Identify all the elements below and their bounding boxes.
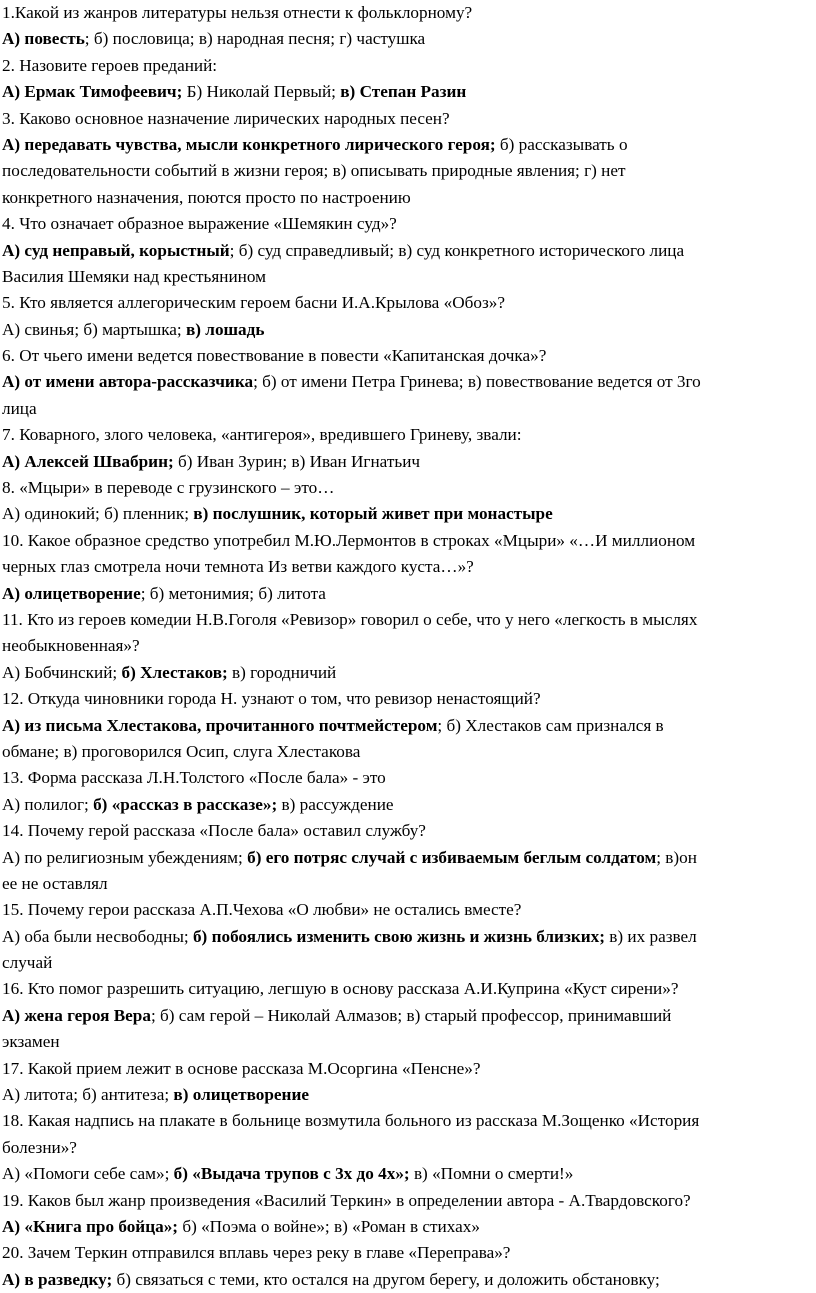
text-line — [2, 238, 810, 264]
text-segment: 16. Кто помог разрешить ситуацию, легшую в основу рассказа А.И.Куприна «Куст сирени»? — [2, 979, 679, 999]
text-line — [2, 1214, 810, 1240]
text-segment: А) Бобчинский; — [2, 662, 122, 682]
text-segment: 14. Почему герой рассказа «После бала» оставил службу? — [2, 821, 426, 841]
text-line — [2, 343, 810, 369]
text-segment: Б) Николай Первый; — [182, 82, 341, 102]
text-line — [2, 53, 810, 79]
text-line — [2, 158, 810, 184]
text-segment: болезни»? — [2, 1137, 77, 1157]
text-segment: 8. «Мцыри» в переводе с грузинского – это… — [2, 478, 335, 498]
text-line — [2, 501, 810, 527]
text-line — [2, 290, 810, 316]
text-line — [2, 765, 810, 791]
text-segment: 12. Откуда чиновники города Н. узнают о том, что ревизор ненастоящий? — [2, 689, 541, 709]
text-segment: 1.Какой из жанров литературы нельзя отнести к фольклорному? — [2, 3, 473, 22]
text-segment: б) связаться с теми, кто остался на другом берегу, и доложить обстановку; — [112, 1269, 660, 1289]
text-line — [2, 396, 810, 422]
text-segment: в) «Помни о смерти!» — [409, 1164, 574, 1184]
text-segment: ; б) сам герой – Николай Алмазов; в) старый профессор, принимавший — [150, 1005, 672, 1025]
text-segment: 7. Коварного, злого человека, «антигероя», вредившего Гриневу, звали: — [2, 425, 522, 445]
answer-text-bold: А) повесть — [2, 29, 85, 49]
text-line — [2, 264, 810, 290]
text-line — [2, 1003, 810, 1029]
text-segment: 18. Какая надпись на плакате в больнице возмутила больного из рассказа М.Зощенко «История — [2, 1111, 700, 1131]
text-segment: лица — [2, 398, 37, 418]
text-line — [2, 845, 810, 871]
text-line — [2, 475, 810, 501]
text-line — [2, 185, 810, 211]
text-segment: необыкновенная»? — [2, 636, 140, 656]
text-segment: обмане; в) проговорился Осип, слуга Хлестакова — [2, 741, 361, 761]
answer-text-bold: А) из письма Хлестакова, прочитанного почтмейстером — [2, 715, 438, 735]
text-line — [2, 79, 810, 105]
text-line — [2, 633, 810, 659]
answer-text-bold: б) «Выдача трупов с 3х до 4х»; — [173, 1164, 410, 1184]
text-segment: в) рассуждение — [277, 794, 394, 814]
answer-text-bold: А) суд неправый, корыстный — [2, 240, 230, 260]
text-line — [2, 818, 810, 844]
text-line — [2, 449, 810, 475]
text-line — [2, 1161, 810, 1187]
text-segment: случай — [2, 953, 53, 973]
text-line — [2, 1082, 810, 1108]
text-line — [2, 739, 810, 765]
text-segment: 3. Каково основное назначение лирических народных песен? — [2, 108, 450, 128]
text-line — [2, 581, 810, 607]
text-line — [2, 132, 810, 158]
text-segment: ; б) метонимия; б) литота — [140, 583, 326, 603]
text-segment: ; б) суд справедливый; в) суд конкретного исторического лица — [229, 240, 685, 260]
text-line — [2, 106, 810, 132]
answer-text-bold: А) в разведку; — [2, 1269, 113, 1289]
text-line — [2, 950, 810, 976]
text-line — [2, 1029, 810, 1055]
text-segment: А) свинья; б) мартышка; — [2, 319, 186, 339]
answer-text-bold: А) «Книга про бойца»; — [2, 1216, 179, 1236]
text-segment: ; б) пословица; в) народная песня; г) частушка — [84, 29, 426, 49]
text-segment: в) их развел — [604, 926, 697, 946]
text-segment: 6. От чьего имени ведется повествование в повести «Капитанская дочка»? — [2, 346, 547, 366]
answer-text-bold: б) «рассказ в рассказе»; — [93, 794, 278, 814]
answer-text-bold: А) от имени автора-рассказчика — [2, 372, 254, 392]
text-line — [2, 317, 810, 343]
answer-text-bold: А) Алексей Швабрин; — [2, 451, 174, 471]
text-segment: последовательности событий в жизни героя; в) описывать природные явления; г) нет — [2, 161, 626, 181]
text-segment: 13. Форма рассказа Л.Н.Толстого «После бала» - это — [2, 768, 386, 788]
answer-text-bold: в) послушник, который живет при монастыре — [193, 504, 553, 524]
text-line — [2, 554, 810, 580]
text-segment: 2. Назовите героев преданий: — [2, 55, 218, 75]
text-segment: в) городничий — [227, 662, 337, 682]
text-segment: б) Иван Зурин; в) Иван Игнатьич — [173, 451, 421, 471]
text-segment: конкретного назначения, поются просто по настроению — [2, 187, 411, 207]
text-segment: А) оба были несвободны; — [2, 926, 193, 946]
text-line — [2, 422, 810, 448]
text-line — [2, 713, 810, 739]
answer-text-bold: в) Степан Разин — [340, 82, 467, 102]
text-line — [2, 660, 810, 686]
text-segment: экзамен — [2, 1032, 60, 1052]
text-line — [2, 369, 810, 395]
text-segment: 10. Какое образное средство употребил М.Ю.Лермонтов в строках «Мцыри» «…И миллионом — [2, 530, 696, 550]
text-segment: А) «Помоги себе сам»; — [2, 1164, 174, 1184]
answer-text-bold: б) Хлестаков; — [121, 662, 228, 682]
text-segment: 19. Каков был жанр произведения «Василий Теркин» в определении автора - А.Твардовского? — [2, 1190, 691, 1210]
text-segment: б) «Поэма о войне»; в) «Роман в стихах» — [178, 1216, 480, 1236]
answer-text-bold: в) лошадь — [186, 319, 265, 339]
text-line — [2, 871, 810, 897]
text-segment: 5. Кто является аллегорическим героем басни И.А.Крылова «Обоз»? — [2, 293, 505, 313]
text-line — [2, 792, 810, 818]
text-line — [2, 976, 810, 1002]
text-segment: Василия Шемяки над крестьянином — [2, 266, 266, 286]
text-segment: ; в)он — [656, 847, 697, 867]
text-segment: 17. Какой прием лежит в основе рассказа М.Осоргина «Пенсне»? — [2, 1058, 481, 1078]
text-line — [2, 897, 810, 923]
text-segment: А) по религиозным убеждениям; — [2, 847, 248, 867]
answer-text-bold: А) олицетворение — [2, 583, 141, 603]
text-line — [2, 211, 810, 237]
text-segment: ; б) Хлестаков сам признался в — [437, 715, 664, 735]
text-line — [2, 686, 810, 712]
answer-text-bold: А) жена героя Вера — [2, 1005, 151, 1025]
answer-text-bold: б) его потряс случай с избиваемым беглым солдатом — [247, 847, 657, 867]
text-segment: ; б) от имени Петра Гринева; в) повествование ведется от 3го — [253, 372, 701, 392]
text-line — [2, 1108, 810, 1134]
text-segment: А) литота; б) антитеза; — [2, 1085, 174, 1105]
text-line — [2, 1267, 810, 1293]
text-segment: 20. Зачем Теркин отправился вплавь через реку в главе «Переправа»? — [2, 1243, 511, 1263]
text-line — [2, 26, 810, 52]
text-line — [2, 1135, 810, 1161]
text-line — [2, 607, 810, 633]
text-line — [2, 1240, 810, 1266]
text-segment: А) полилог; — [2, 794, 94, 814]
text-segment: 15. Почему герои рассказа А.П.Чехова «О любви» не остались вместе? — [2, 900, 522, 920]
text-segment: А) одинокий; б) пленник; — [2, 504, 194, 524]
answer-text-bold: А) передавать чувства, мысли конкретного лирического героя; — [2, 134, 496, 154]
answer-text-bold: А) Ермак Тимофеевич; — [2, 82, 183, 102]
text-line — [2, 528, 810, 554]
text-line — [2, 1056, 810, 1082]
text-segment: черных глаз смотрела ночи темнота Из ветви каждого куста…»? — [2, 557, 474, 577]
text-line — [2, 0, 810, 26]
text-segment: 4. Что означает образное выражение «Шемякин суд»? — [2, 214, 397, 234]
text-line — [2, 924, 810, 950]
answer-text-bold: в) олицетворение — [173, 1085, 309, 1105]
text-segment: ее не оставлял — [2, 873, 108, 893]
document-body — [2, 0, 810, 1293]
text-segment: 11. Кто из героев комедии Н.В.Гоголя «Ревизор» говорил о себе, что у него «легкость в мыслях — [2, 609, 698, 629]
text-segment: б) рассказывать о — [495, 134, 628, 154]
answer-text-bold: б) побоялись изменить свою жизнь и жизнь близких; — [192, 926, 605, 946]
text-line — [2, 1188, 810, 1214]
